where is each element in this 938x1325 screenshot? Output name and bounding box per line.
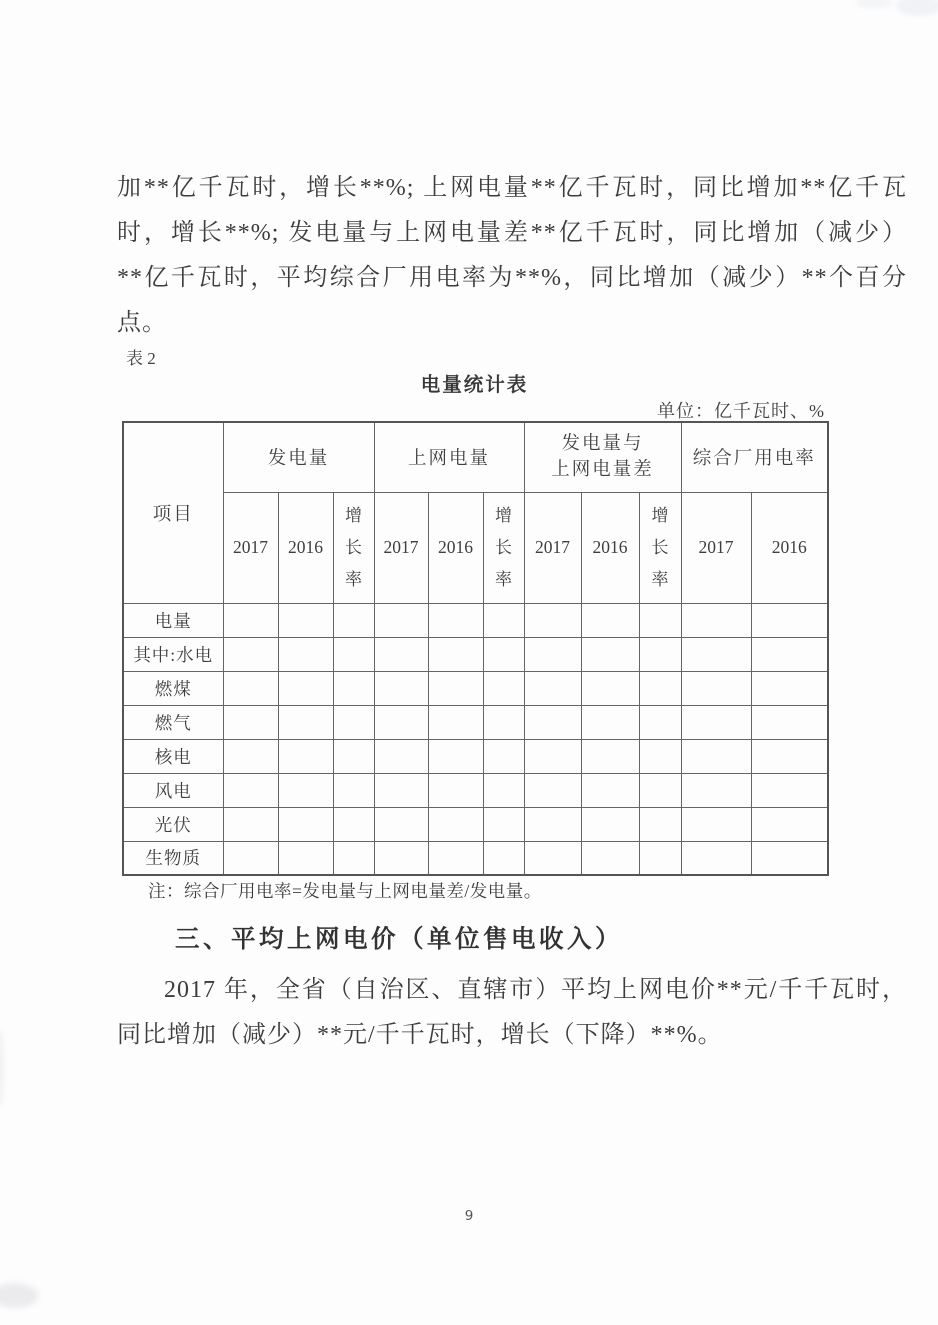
table-cell-empty (639, 705, 681, 739)
table-cell-empty (483, 603, 524, 637)
table-cell-empty (428, 739, 483, 773)
table-cell-empty (374, 603, 428, 637)
scan-artifact (896, 0, 938, 16)
table-cell-empty (751, 773, 828, 807)
row-label: 燃煤 (123, 671, 223, 705)
page-number: 9 (464, 1208, 474, 1224)
table-cell-empty (223, 739, 278, 773)
text-line: 时，增长**%; 发电量与上网电量差**亿千瓦时，同比增加（减少） (117, 220, 907, 246)
table-cell-empty (333, 841, 374, 875)
row-label: 电量 (123, 603, 223, 637)
table-cell-empty (581, 671, 639, 705)
header-group-difference (524, 422, 681, 492)
table-cell-empty (639, 739, 681, 773)
table-cell-empty (278, 807, 333, 841)
growth-rate-vertical-text: 增长率 (495, 505, 513, 589)
table-cell-empty (751, 705, 828, 739)
table-cell-empty (374, 739, 428, 773)
table-cell-empty (581, 739, 639, 773)
section-heading: 三、平均上网电价（单位售电收入） (175, 926, 623, 953)
table-cell-empty (374, 841, 428, 875)
table-cell-empty (524, 603, 581, 637)
row-label: 光伏 (123, 807, 223, 841)
header-year-2017: 2017 (524, 492, 581, 603)
table-cell-empty (681, 705, 751, 739)
paragraph-bottom (117, 968, 907, 1058)
table-cell-empty (278, 739, 333, 773)
table-cell-empty (428, 807, 483, 841)
table-cell-empty (681, 773, 751, 807)
table-cell-empty (333, 671, 374, 705)
paragraph-top (117, 166, 907, 346)
table-cell-empty (428, 637, 483, 671)
table-note: 注：综合厂用电率=发电量与上网电量差/发电量。 (148, 881, 542, 901)
table-cell-empty (483, 637, 524, 671)
header-growth-rate (483, 492, 524, 603)
row-label: 燃气 (123, 705, 223, 739)
table-unit-note: 单位：亿千瓦时、% (657, 401, 825, 421)
table-header-year-row (123, 492, 828, 603)
table-cell-empty (751, 637, 828, 671)
table-cell-empty (581, 603, 639, 637)
table-cell-empty (278, 841, 333, 875)
header-item-cell: 项目 (123, 422, 223, 603)
table-cell-empty (681, 807, 751, 841)
table-cell-empty (374, 773, 428, 807)
table-cell-empty (333, 705, 374, 739)
table-cell-empty (278, 637, 333, 671)
scan-artifact (856, 0, 892, 8)
table-header-group-row (123, 422, 828, 492)
table-row (123, 637, 828, 671)
table-cell-empty (278, 705, 333, 739)
table-row (123, 773, 828, 807)
table-cell-empty (333, 603, 374, 637)
scan-artifact (0, 1283, 38, 1308)
table-cell-empty (374, 705, 428, 739)
header-group-difference-line2: 上网电量差 (551, 460, 654, 481)
table-cell-empty (751, 807, 828, 841)
header-group-ongrid: 上网电量 (374, 422, 524, 492)
table-cell-empty (333, 773, 374, 807)
table-cell-empty (223, 807, 278, 841)
table-cell-empty (751, 603, 828, 637)
table-cell-empty (681, 739, 751, 773)
table-cell-empty (483, 841, 524, 875)
table-cell-empty (581, 637, 639, 671)
scan-artifact (0, 1030, 4, 1106)
table-row (123, 705, 828, 739)
text-line: **亿千瓦时，平均综合厂用电率为**%，同比增加（减少）**个百分 (117, 265, 907, 291)
row-label: 风电 (123, 773, 223, 807)
table-cell-empty (639, 603, 681, 637)
table-cell-empty (223, 603, 278, 637)
growth-rate-vertical-text: 增长率 (651, 505, 669, 589)
table-cell-empty (524, 841, 581, 875)
table-cell-empty (223, 841, 278, 875)
table-cell-empty (374, 807, 428, 841)
header-year-2016: 2016 (751, 492, 828, 603)
table-cell-empty (639, 637, 681, 671)
table-cell-empty (428, 773, 483, 807)
header-year-2016: 2016 (581, 492, 639, 603)
table-cell-empty (483, 739, 524, 773)
table-cell-empty (483, 773, 524, 807)
table-cell-empty (681, 603, 751, 637)
table-cell-empty (751, 739, 828, 773)
table-cell-empty (751, 841, 828, 875)
header-year-2016: 2016 (428, 492, 483, 603)
header-group-difference-line1: 发电量与 (561, 434, 644, 455)
table-cell-empty (374, 671, 428, 705)
row-label: 其中:水电 (123, 637, 223, 671)
table-cell-empty (428, 705, 483, 739)
table-title: 电量统计表 (420, 374, 529, 396)
header-group-plant-rate: 综合厂用电率 (681, 422, 828, 492)
table-cell-empty (581, 705, 639, 739)
header-growth-rate (639, 492, 681, 603)
table-cell-empty (639, 807, 681, 841)
table-cell-empty (374, 637, 428, 671)
table-row (123, 739, 828, 773)
table-cell-empty (483, 705, 524, 739)
table-cell-empty (483, 807, 524, 841)
header-year-2017: 2017 (374, 492, 428, 603)
table-cell-empty (278, 773, 333, 807)
table-cell-empty (223, 637, 278, 671)
table-cell-empty (524, 739, 581, 773)
table-cell-empty (581, 807, 639, 841)
table-cell-empty (681, 841, 751, 875)
table-cell-empty (524, 637, 581, 671)
table-cell-empty (751, 671, 828, 705)
text-line: 2017 年，全省（自治区、直辖市）平均上网电价**元/千千瓦时， (164, 977, 907, 1003)
table-cell-empty (333, 637, 374, 671)
table-label: 表 2 (126, 349, 156, 368)
header-year-2017: 2017 (681, 492, 751, 603)
table-cell-empty (428, 603, 483, 637)
table-row (123, 841, 828, 875)
table-cell-empty (639, 841, 681, 875)
header-group-generation: 发电量 (223, 422, 374, 492)
table-cell-empty (681, 637, 751, 671)
table-cell-empty (639, 773, 681, 807)
row-label: 生物质 (123, 841, 223, 875)
table-cell-empty (278, 603, 333, 637)
power-statistics-table (122, 421, 829, 876)
table-cell-empty (223, 705, 278, 739)
table-cell-empty (639, 671, 681, 705)
growth-rate-vertical-text: 增长率 (345, 505, 363, 589)
table-cell-empty (524, 773, 581, 807)
header-year-2017: 2017 (223, 492, 278, 603)
table-cell-empty (333, 807, 374, 841)
table-cell-empty (223, 671, 278, 705)
table-cell-empty (524, 807, 581, 841)
table-cell-empty (333, 739, 374, 773)
table-cell-empty (223, 773, 278, 807)
table-cell-empty (278, 671, 333, 705)
table-cell-empty (581, 773, 639, 807)
table-row (123, 671, 828, 705)
text-line: 点。 (117, 310, 167, 336)
header-growth-rate (333, 492, 374, 603)
table-cell-empty (524, 705, 581, 739)
table-cell-empty (483, 671, 524, 705)
table-cell-empty (428, 671, 483, 705)
text-line: 加**亿千瓦时，增长**%; 上网电量**亿千瓦时，同比增加**亿千瓦 (117, 175, 907, 201)
table-cell-empty (581, 841, 639, 875)
table-row (123, 807, 828, 841)
row-label: 核电 (123, 739, 223, 773)
table-cell-empty (524, 671, 581, 705)
table-cell-empty (681, 671, 751, 705)
header-year-2016: 2016 (278, 492, 333, 603)
table-row (123, 603, 828, 637)
table-cell-empty (428, 841, 483, 875)
text-line: 同比增加（减少）**元/千千瓦时，增长（下降）**%。 (117, 1022, 723, 1048)
